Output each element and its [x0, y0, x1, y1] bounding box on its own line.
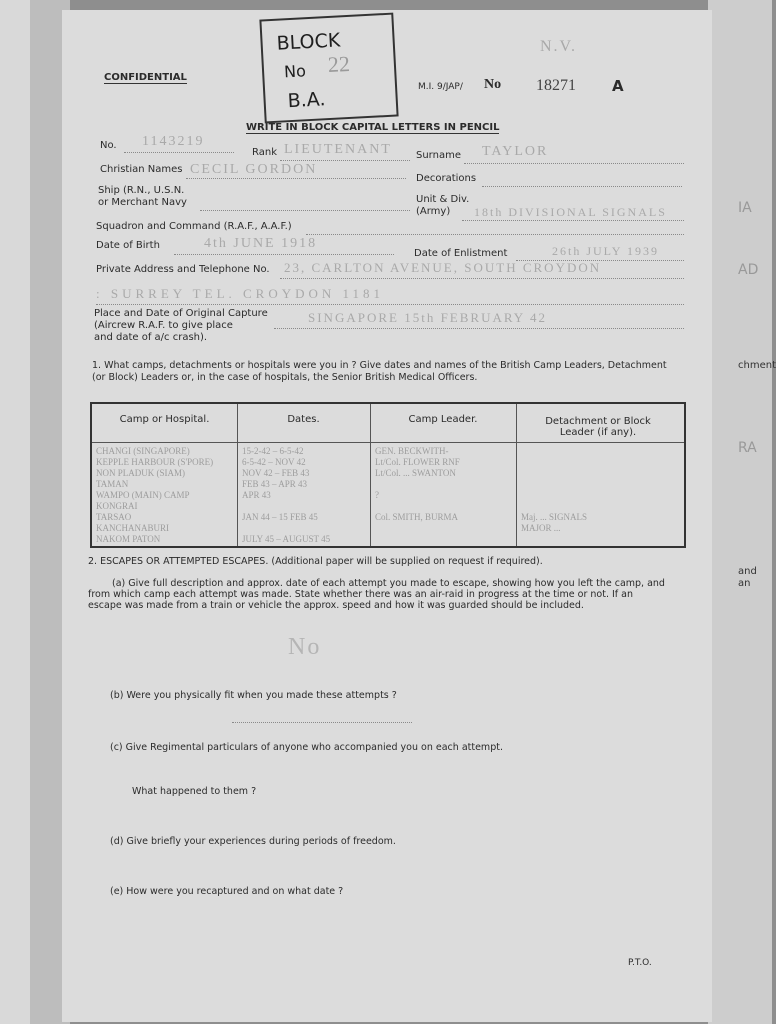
right-sheet-text: AD	[738, 262, 759, 278]
table-cell: KANCHANABURI	[96, 523, 170, 533]
christian-names-label: Christian Names	[100, 164, 183, 175]
ship-label: Ship (R.N., U.S.N.	[98, 185, 185, 196]
right-background-sheet	[708, 0, 776, 1024]
table-column-divider	[516, 404, 517, 546]
table-column-divider	[370, 404, 371, 546]
stamp-number: 22	[327, 50, 351, 78]
table-cell: 6-5-42 – NOV 42	[242, 457, 306, 467]
table-cell: FEB 43 – APR 43	[242, 479, 308, 489]
christian-names-line	[186, 178, 406, 179]
capture-label-2: (Aircrew R.A.F. to give place	[94, 320, 233, 331]
stamp-no-text: No	[283, 61, 307, 82]
question-2b-line	[232, 722, 412, 723]
question-2c-sub-text: What happened to them ?	[132, 786, 257, 797]
surname-line	[464, 163, 684, 164]
block-stamp	[259, 13, 398, 124]
table-cell: WAMPO (MAIN) CAMP	[96, 490, 190, 500]
question-2a-text: (a) Give full description and approx. date of each attempt you made to escape, showing how you left the camp, and	[112, 578, 665, 589]
capture-label: Place and Date of Original Capture	[94, 308, 268, 319]
question-2b-text: (b) Were you physically fit when you made these attempts ?	[110, 690, 397, 701]
no-label: No.	[100, 140, 117, 151]
rank-line	[280, 160, 410, 161]
right-sheet-text: an	[738, 578, 751, 589]
ship-line	[200, 210, 410, 211]
stamp-block-text: BLOCK	[276, 29, 341, 55]
question-2c-text: (c) Give Regimental particulars of anyone who accompanied you on each attempt.	[110, 742, 503, 753]
table-header-dates: Dates.	[287, 414, 320, 425]
right-sheet-text: RA	[738, 440, 757, 456]
table-cell: NON PLADUK (SIAM)	[96, 468, 185, 478]
address-label: Private Address and Telephone No.	[96, 264, 270, 275]
right-sheet-text: IA	[738, 200, 752, 216]
table-cell: NOV 42 – FEB 43	[242, 468, 310, 478]
camps-table	[90, 402, 686, 548]
no-line	[124, 152, 234, 153]
table-cell: APR 43	[242, 490, 271, 500]
dob-label: Date of Birth	[96, 240, 160, 251]
serial-suffix: A	[612, 77, 624, 95]
form-reference: M.I. 9/JAP/	[418, 82, 463, 92]
question-2d-text: (d) Give briefly your experiences during periods of freedom.	[110, 836, 396, 847]
question-2a-answer: No	[288, 634, 322, 660]
right-sheet-text: chment	[738, 360, 776, 371]
enlistment-label: Date of Enlistment	[414, 248, 508, 259]
form-page	[62, 10, 712, 1022]
dob-value: 4th JUNE 1918	[204, 236, 318, 251]
table-cell: Col. SMITH, BURMA	[375, 512, 459, 522]
table-cell: Maj. ... SIGNALS	[521, 512, 588, 522]
serial-number: 18271	[536, 77, 576, 94]
question-2-title: 2. ESCAPES OR ATTEMPTED ESCAPES. (Additional paper will be supplied on request if required).	[88, 556, 543, 567]
table-cell: Lt/Col. FLOWER RNF	[375, 457, 460, 467]
instruction-heading: WRITE IN BLOCK CAPITAL LETTERS IN PENCIL	[246, 122, 500, 133]
question-1-text: 1. What camps, detachments or hospitals were you in ? Give dates and names of the British Camp Leaders, Detachment	[92, 360, 667, 371]
table-header-divider	[92, 442, 684, 443]
rank-label: Rank	[252, 147, 277, 158]
table-cell: Lt/Col. ... SWANTON	[375, 468, 456, 478]
capture-value: SINGAPORE 15th FEBRUARY 42	[308, 310, 547, 325]
table-cell: TARSAO	[96, 512, 132, 522]
no-value: 1143219	[142, 134, 205, 149]
table-cell: ?	[375, 490, 379, 500]
table-column-divider	[237, 404, 238, 546]
table-cell: KONGRAI	[96, 501, 138, 511]
enlistment-value: 26th JULY 1939	[552, 244, 660, 258]
stamp-ba-text: B.A.	[287, 88, 326, 113]
ship-label-2: or Merchant Navy	[98, 197, 187, 208]
address-value-2: : SURREY TEL. CROYDON 1181	[96, 286, 385, 301]
dob-line	[174, 254, 394, 255]
address-line-1	[280, 278, 684, 279]
table-cell: TAMAN	[96, 479, 129, 489]
squadron-line	[306, 234, 684, 235]
table-header-detachment-leader: Detachment or Block Leader (if any).	[545, 416, 651, 438]
address-line-2	[96, 304, 684, 305]
table-header-camp-leader: Camp Leader.	[408, 414, 478, 425]
question-2e-text: (e) How were you recaptured and on what date ?	[110, 886, 344, 897]
address-value-1: 23, CARLTON AVENUE, SOUTH CROYDON	[284, 260, 602, 275]
surname-value: TAYLOR	[482, 144, 549, 159]
table-cell: NAKOM PATON	[96, 534, 161, 544]
christian-names-value: CECIL GORDON	[190, 162, 318, 177]
unit-line	[462, 220, 684, 221]
table-cell: MAJOR ...	[521, 523, 561, 533]
right-sheet-text: and	[738, 566, 757, 577]
squadron-label: Squadron and Command (R.A.F., A.A.F.)	[96, 221, 292, 232]
table-cell: CHANGI (SINGAPORE)	[96, 446, 190, 456]
question-2a-text-2: from which camp each attempt was made. State whether there was an air-raid in progress at the time or not. If an	[88, 589, 634, 600]
capture-label-3: and date of a/c crash).	[94, 332, 208, 343]
corner-mark: N.V.	[540, 38, 578, 55]
table-cell: GEN. BECKWITH-	[375, 446, 449, 456]
rank-value: LIEUTENANT	[284, 142, 392, 157]
question-1-text-2: (or Block) Leaders or, in the case of hospitals, the Senior British Medical Officers.	[92, 372, 478, 383]
table-cell: 15-2-42 – 6-5-42	[242, 446, 304, 456]
unit-label-2: (Army)	[416, 206, 451, 217]
question-2a-text-3: escape was made from a train or vehicle the approx. speed and how it was guarded should be included.	[88, 600, 584, 611]
confidential-label: CONFIDENTIAL	[104, 72, 187, 83]
unit-value: 18th DIVISIONAL SIGNALS	[474, 205, 667, 219]
pto-label: P.T.O.	[628, 958, 652, 968]
unit-label: Unit & Div.	[416, 194, 470, 205]
table-cell: JULY 45 – AUGUST 45	[242, 534, 331, 544]
table-cell: KEPPLE HARBOUR (S'PORE)	[96, 457, 214, 467]
number-label: No	[484, 77, 502, 92]
surname-label: Surname	[416, 150, 461, 161]
capture-line	[274, 328, 684, 329]
decorations-line	[482, 186, 682, 187]
decorations-label: Decorations	[416, 173, 477, 184]
table-header-camp: Camp or Hospital.	[119, 414, 210, 425]
table-cell: JAN 44 – 15 FEB 45	[242, 512, 318, 522]
